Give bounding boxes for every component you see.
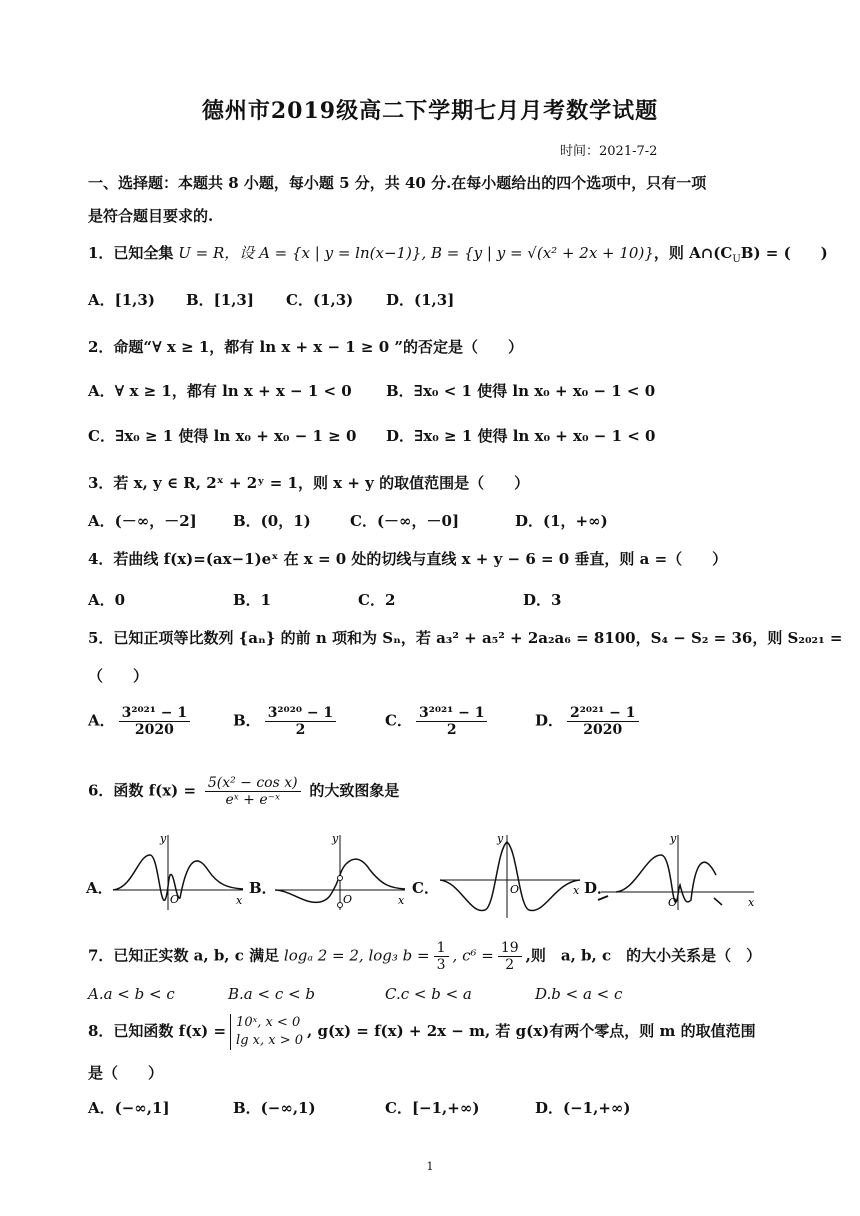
q2-option-b: B．∃x₀ < 1 使得 ln x₀ + x₀ − 1 < 0: [386, 382, 656, 400]
q1-prefix: 1．已知全集: [88, 244, 174, 262]
q5-d-num: 2²⁰²¹ − 1: [567, 705, 639, 722]
q8-option-a: A．(−∞,1]: [88, 1099, 170, 1117]
q6-c-x: x: [573, 884, 580, 897]
q6-label-a: A．: [86, 879, 113, 897]
q4-option-a: A．0: [88, 591, 126, 609]
q1-option-c: C．(1,3): [286, 291, 354, 309]
question-3: 3．若 x, y ∈ R, 2ˣ + 2ʸ = 1，则 x + y 的取值范围是（ ）: [88, 474, 530, 492]
q5-a-den: 2020: [134, 722, 174, 738]
q7-frac1-num: 1: [434, 940, 449, 957]
q8-option-c: C．[−1,+∞): [385, 1099, 480, 1117]
q5-option-c: [385, 705, 491, 738]
q6-b-x: x: [398, 894, 405, 907]
q7-text4: ,则 a, b, c 的大小关系是（ ）: [525, 946, 762, 965]
q5-a-num: 3²⁰²¹ − 1: [119, 705, 191, 722]
q5-option-a: [88, 705, 194, 738]
q8-option-b: B．(−∞,1): [233, 1099, 316, 1117]
question-1: [88, 242, 828, 265]
question-5: 5．已知正项等比数列 {aₙ} 的前 n 项和为 Sₙ，若 a₃² + a₅² + 2a₂a₆ = 8100，S₄ − S₂ = 36，则 S₂₀₂₁ =: [88, 629, 843, 647]
q7-text2: logₐ 2 = 2, log₃ b =: [283, 946, 430, 965]
question-4: 4．若曲线 f(x)=(ax−1)eˣ 在 x = 0 处的切线与直线 x + y − 6 = 0 垂直，则 a =（ ）: [88, 550, 728, 568]
question-2: 2．命题“∀ x ≥ 1，都有 ln x + x − 1 ≥ 0 ”的否定是（ ）: [88, 338, 523, 356]
question-8: [88, 1014, 756, 1050]
exam-date: 时间：2021-7-2: [560, 144, 658, 159]
q1-option-a: A．[1,3): [88, 291, 155, 309]
q8-option-d: D．(−1,+∞): [535, 1099, 631, 1117]
q4-option-d: D．3: [523, 591, 562, 609]
q7-option-c: C.c < b < a: [385, 985, 472, 1003]
page-title: 德州市2019级高二下学期七月月考数学试题: [201, 98, 659, 124]
q7-frac2-den: 2: [505, 957, 515, 973]
q4-option-b: B．1: [233, 591, 272, 609]
q8-case1: 10ˣ, x < 0: [236, 1015, 301, 1030]
q5-option-c-fraction: [416, 705, 488, 738]
q6-d-y: y: [670, 832, 677, 845]
question-7: [88, 940, 761, 973]
q5-option-d-label: D．: [535, 711, 564, 730]
q7-frac1-den: 3: [436, 957, 446, 973]
q6-label-d: D．: [584, 879, 613, 897]
question-8-line2: 是（ ）: [88, 1064, 164, 1082]
section-instructions-line1: 一、选择题：本题共 8 小题，每小题 5 分，共 40 分.在每小题给出的四个选项中，只有一项: [88, 174, 707, 192]
q6-graph-c: [435, 830, 585, 920]
q3-option-d: D．(1，+∞): [515, 512, 608, 530]
q6-a-o: O: [170, 893, 180, 906]
q1-suffix: ，则 A∩(C: [653, 244, 733, 262]
page-number: 1: [426, 1160, 434, 1173]
q8-piecewise: [230, 1014, 303, 1050]
q6-d-o: O: [668, 896, 678, 909]
q6-den: eˣ + e⁻ˣ: [225, 792, 280, 808]
q5-b-den: 2: [295, 722, 306, 738]
q7-text1: 7．已知正实数 a, b, c 满足: [88, 946, 280, 965]
q6-graph-a: [108, 830, 248, 915]
q2-option-c: C．∃x₀ ≥ 1 使得 ln x₀ + x₀ − 1 ≥ 0: [88, 427, 357, 445]
q1-option-b: B．[1,3]: [186, 291, 254, 309]
q5-option-b-fraction: [265, 705, 337, 738]
q6-function-fraction: [205, 775, 301, 808]
q6-a-y: y: [160, 832, 167, 845]
q5-option-a-fraction: [119, 705, 191, 738]
q1-option-d: D．(1,3]: [386, 291, 455, 309]
q6-b-o: O: [343, 893, 353, 906]
q5-option-b-label: B．: [233, 711, 261, 730]
q6-graph-b: [270, 830, 410, 915]
q8-prefix: 8．已知函数 f(x) =: [88, 1022, 227, 1040]
q6-num: 5(x² − cos x): [205, 775, 301, 792]
q6-label-b: B．: [249, 879, 277, 897]
q5-c-den: 2: [446, 722, 457, 738]
q3-option-c: C．(－∞，－0]: [350, 512, 460, 530]
q2-option-a: A．∀ x ≥ 1，都有 ln x + x − 1 < 0: [88, 382, 352, 400]
q7-option-a: A.a < b < c: [88, 985, 175, 1003]
q5-option-c-label: C．: [385, 711, 412, 730]
q6-suffix: 的大致图象是: [309, 781, 400, 800]
q6-label-c: C．: [412, 879, 439, 897]
q6-c-y: y: [497, 832, 504, 845]
q6-prefix: 6．函数 f(x) =: [88, 781, 197, 800]
q6-d-x: x: [748, 896, 755, 909]
q5-d-den: 2020: [583, 722, 623, 738]
q3-option-b: B．(0，1): [233, 512, 311, 530]
q4-option-c: C．2: [358, 591, 396, 609]
question-6: [88, 775, 399, 808]
q7-frac2-num: 19: [498, 940, 522, 957]
section-instructions-line2: 是符合题目要求的.: [88, 207, 214, 225]
q6-b-y: y: [332, 832, 339, 845]
q5-option-d: [535, 705, 643, 738]
q1-sub: U: [732, 254, 741, 265]
q2-option-d: D．∃x₀ ≥ 1 使得 ln x₀ + x₀ − 1 < 0: [386, 427, 656, 445]
q6-graph-d: [596, 830, 760, 915]
q6-a-x: x: [236, 894, 243, 907]
q7-option-d: D.b < a < c: [535, 985, 623, 1003]
question-5-line2: （ ）: [88, 667, 149, 685]
q5-option-b: [233, 705, 340, 738]
q7-frac2: [498, 940, 522, 973]
q7-frac1: [434, 940, 449, 973]
q1-universal-set: U = R，设: [178, 244, 255, 262]
q1-sets: A = {x | y = ln(x−1)}, B = {y | y = √(x² + 2x + 10)}: [259, 244, 654, 262]
q5-option-d-fraction: [567, 705, 639, 738]
q7-text3: , c⁶ =: [452, 946, 494, 965]
q6-c-o: O: [510, 883, 520, 896]
q5-b-num: 3²⁰²⁰ − 1: [265, 705, 337, 722]
q3-option-a: A．(－∞，－2]: [88, 512, 197, 530]
q7-option-b: B.a < c < b: [228, 985, 315, 1003]
q5-option-a-label: A．: [88, 711, 115, 730]
q8-case2: lg x, x > 0: [236, 1033, 304, 1048]
q1-suffix2: B) = ( ): [740, 244, 828, 262]
q5-c-num: 3²⁰²¹ − 1: [416, 705, 488, 722]
q8-suffix: , g(x) = f(x) + 2x − m, 若 g(x)有两个零点，则 m 的取值范围: [307, 1022, 756, 1040]
